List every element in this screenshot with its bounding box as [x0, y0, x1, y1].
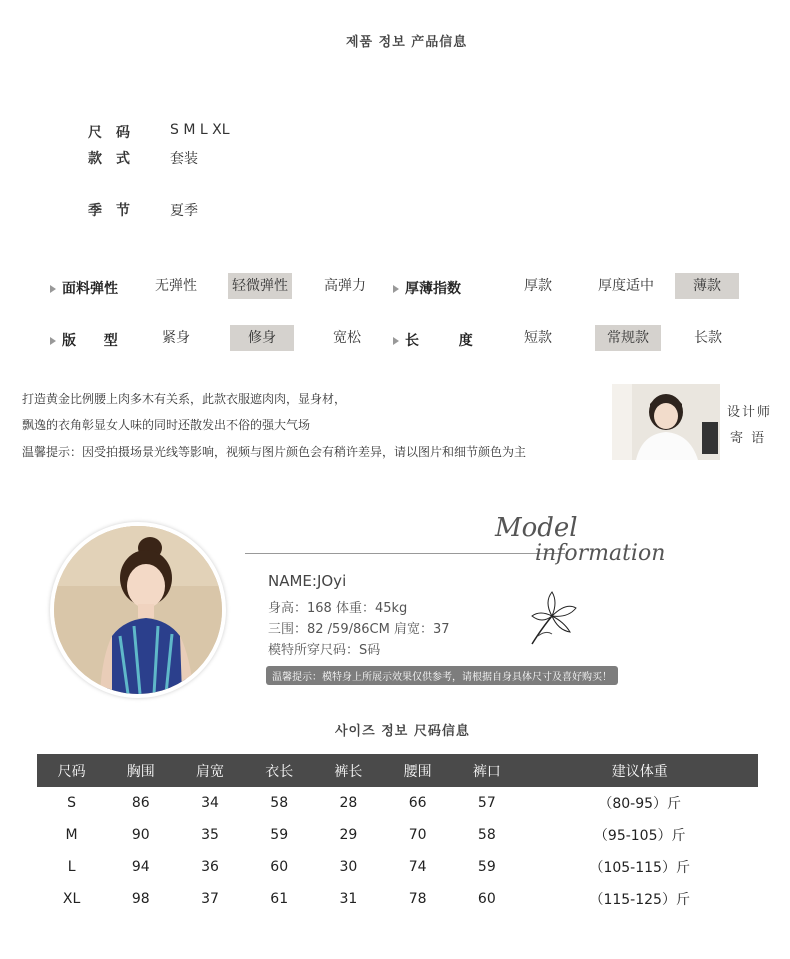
table-cell: 31 [339, 891, 358, 907]
option-no-elastic: 无弹性 [155, 278, 197, 294]
table-row [37, 883, 758, 915]
table-cell: 74 [408, 859, 427, 875]
table-cell: 57 [477, 795, 496, 811]
size-value: S M L XL [170, 122, 230, 138]
model-photo [50, 522, 226, 698]
table-cell: 59 [477, 859, 496, 875]
season-value: 夏季 [170, 203, 198, 219]
table-cell: （115-125）斤 [589, 892, 690, 908]
designer-label-line-1: 设计师 [727, 405, 773, 420]
size-label: 尺码 [88, 125, 144, 141]
table-cell: 28 [339, 795, 358, 811]
triangle-bullet-icon [393, 337, 399, 345]
description-line-2: 飘逸的衣角彰显女人味的同时还散发出不俗的强大气场 [22, 418, 311, 432]
thickness-label: 厚薄指数 [393, 278, 461, 298]
table-row [37, 787, 758, 819]
table-cell: 36 [201, 859, 219, 875]
model-notice-badge: 温馨提示：模特身上所展示效果仅供参考，请根据自身具体尺寸及喜好购买！ [266, 666, 618, 685]
option-tight: 紧身 [162, 330, 190, 346]
model-worn-size: 模特所穿尺码：S码 [268, 643, 381, 658]
option-slim-selected: 修身 [230, 325, 294, 351]
option-slight-elastic-selected: 轻微弹性 [228, 273, 292, 299]
designer-label-line-2: 寄 语 [730, 431, 767, 446]
size-info-title: 사이즈 정보 尺码信息 [335, 724, 470, 739]
option-thin-selected: 薄款 [675, 273, 739, 299]
header-chest: 胸围 [106, 754, 175, 787]
table-cell: 98 [131, 891, 150, 907]
table-cell: 60 [477, 891, 496, 907]
length-label: 长 度 [393, 330, 483, 350]
option-thick: 厚款 [524, 278, 552, 294]
triangle-bullet-icon [50, 337, 56, 345]
header-size: 尺码 [37, 754, 106, 787]
size-table [37, 754, 758, 915]
option-high-elastic: 高弹力 [324, 278, 366, 294]
description-line-1: 打造黄金比例腰上肉多木有关系，此款衣服遮肉肉，显身材， [22, 392, 347, 406]
table-cell: S [67, 795, 77, 811]
option-long: 长款 [694, 330, 722, 346]
model-measurements: 三围：82 /59/86CM 肩宽：37 [268, 622, 450, 637]
model-script-title-1: Model [495, 513, 578, 543]
season-label: 季节 [88, 203, 144, 219]
table-cell: 35 [201, 827, 219, 843]
header-pant-length: 裤长 [314, 754, 383, 787]
table-cell: 86 [131, 795, 150, 811]
style-value: 套装 [170, 151, 198, 167]
table-cell: （80-95）斤 [598, 796, 682, 812]
header-shoulder: 肩宽 [175, 754, 244, 787]
table-row [37, 819, 758, 851]
table-cell: 30 [339, 859, 358, 875]
triangle-bullet-icon [393, 285, 399, 293]
table-cell: 58 [270, 795, 289, 811]
header-leg-opening: 裤口 [452, 754, 521, 787]
style-label: 款式 [88, 151, 144, 167]
size-table-header-row [37, 754, 758, 787]
table-cell: （105-115）斤 [589, 860, 690, 876]
table-cell: 61 [270, 891, 289, 907]
product-info-title: 제품 정보 产品信息 [346, 35, 468, 50]
flower-sketch-icon [522, 588, 582, 648]
fabric-elasticity-label: 面料弹性 [50, 278, 118, 298]
table-cell: 66 [408, 795, 427, 811]
table-cell: 37 [201, 891, 219, 907]
table-cell: 60 [270, 859, 289, 875]
table-cell: 78 [408, 891, 427, 907]
header-waist: 腰围 [383, 754, 452, 787]
triangle-bullet-icon [50, 285, 56, 293]
model-name: NAME:JOyi [268, 572, 347, 590]
designer-photo [612, 384, 720, 460]
model-divider [245, 553, 565, 554]
option-loose: 宽松 [333, 330, 361, 346]
table-cell: L [67, 859, 76, 875]
option-regular-selected: 常规款 [595, 325, 661, 351]
table-cell: 70 [408, 827, 427, 843]
table-cell: 90 [131, 827, 150, 843]
model-height-weight: 身高：168 体重：45kg [268, 601, 408, 616]
option-short: 短款 [524, 330, 552, 346]
table-cell: XL [62, 891, 81, 907]
table-cell: 29 [339, 827, 358, 843]
table-cell: M [65, 827, 78, 843]
table-cell: 34 [201, 795, 219, 811]
header-suggested-weight: 建议体重 [521, 754, 758, 787]
fit-label: 版 型 [50, 330, 124, 350]
option-medium-thickness: 厚度适中 [598, 278, 654, 294]
header-top-length: 衣长 [245, 754, 314, 787]
table-row [37, 851, 758, 883]
table-cell: （95-105）斤 [593, 828, 686, 844]
table-cell: 58 [477, 827, 496, 843]
table-cell: 59 [270, 827, 289, 843]
model-script-title-2: information [535, 541, 666, 566]
description-notice: 温馨提示：因受拍摄场景光线等影响，视频与图片颜色会有稍许差异，请以图片和细节颜色为主 [22, 445, 527, 459]
table-cell: 94 [131, 859, 150, 875]
